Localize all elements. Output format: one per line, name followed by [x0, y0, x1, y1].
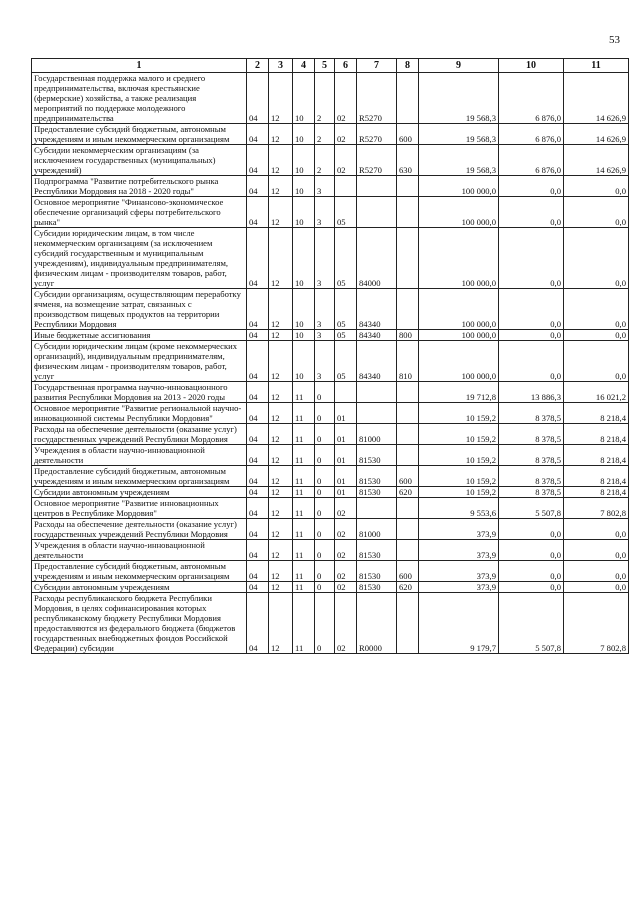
table-row: [32, 466, 629, 487]
row-name-cell: Государственная программа научно-инновационного развития Республики Мордовия на 2013 - 2020 годы: [32, 382, 247, 403]
amount-col10-cell: 8 378,5: [499, 487, 564, 498]
table-row: [32, 382, 629, 403]
section-code-cell: 04: [247, 197, 269, 228]
table-row: [32, 561, 629, 582]
subprogram-code-cell: 2: [315, 124, 335, 145]
amount-col9-cell: 100 000,0: [419, 341, 499, 382]
amount-col11-cell: 0,0: [564, 561, 629, 582]
amount-col11-cell: 14 626,9: [564, 73, 629, 124]
subprogram-code-cell: 0: [315, 540, 335, 561]
row-name-cell: Предоставление субсидий бюджетным, автономным учреждениям и иным некоммерческим организациям: [32, 466, 247, 487]
program-code-cell: 10: [293, 145, 315, 176]
program-code-cell: 10: [293, 330, 315, 341]
subprogram-code-cell: 0: [315, 466, 335, 487]
column-header: 1: [32, 59, 247, 73]
section-code-cell: 04: [247, 466, 269, 487]
amount-col9-cell: 100 000,0: [419, 197, 499, 228]
amount-col9-cell: 9 179,7: [419, 593, 499, 654]
direction-code-cell: 81530: [357, 445, 397, 466]
subsection-code-cell: 12: [269, 540, 293, 561]
amount-col10-cell: 8 378,5: [499, 403, 564, 424]
expense-type-code-cell: [397, 540, 419, 561]
amount-col9-cell: 19 568,3: [419, 73, 499, 124]
amount-col9-cell: 100 000,0: [419, 289, 499, 330]
section-code-cell: 04: [247, 424, 269, 445]
row-name-cell: Основное мероприятие "Развитие инновационных центров в Республике Мордовия": [32, 498, 247, 519]
table-row: [32, 445, 629, 466]
amount-col11-cell: 8 218,4: [564, 403, 629, 424]
amount-col9-cell: 19 568,3: [419, 124, 499, 145]
program-code-cell: 10: [293, 176, 315, 197]
subprogram-code-cell: 3: [315, 176, 335, 197]
row-name-cell: Субсидии организациям, осуществляющим переработку ячменя, на возмещение затрат, связанных с производством пищевых продуктов на территории Республики Мордовия: [32, 289, 247, 330]
section-code-cell: 04: [247, 330, 269, 341]
amount-col11-cell: 7 802,8: [564, 593, 629, 654]
subsection-code-cell: 12: [269, 487, 293, 498]
expense-type-code-cell: [397, 228, 419, 289]
amount-col9-cell: 100 000,0: [419, 176, 499, 197]
amount-col9-cell: 10 159,2: [419, 466, 499, 487]
subsection-code-cell: 12: [269, 73, 293, 124]
program-code-cell: 11: [293, 593, 315, 654]
subprogram-code-cell: 2: [315, 145, 335, 176]
section-code-cell: 04: [247, 73, 269, 124]
row-name-cell: Государственная поддержка малого и среднего предпринимательства, включая крестьянские (фермерские) хозяйства, а также реализация мероприятий по поддержке молодежного предпринимательства: [32, 73, 247, 124]
section-code-cell: 04: [247, 445, 269, 466]
subsection-code-cell: 12: [269, 124, 293, 145]
activity-code-cell: 02: [335, 124, 357, 145]
subprogram-code-cell: 0: [315, 424, 335, 445]
expense-type-code-cell: [397, 176, 419, 197]
subsection-code-cell: 12: [269, 289, 293, 330]
subsection-code-cell: 12: [269, 176, 293, 197]
row-name-cell: Субсидии юридическим лицам, в том числе некоммерческим организациям (за исключением субсидий государственным и муниципальным учреждениям), индивидуальным предпринимателям, физическим лицам - производителям товаров, работ, услуг: [32, 228, 247, 289]
activity-code-cell: [335, 382, 357, 403]
table-row: [32, 498, 629, 519]
table-row: [32, 73, 629, 124]
subprogram-code-cell: 0: [315, 519, 335, 540]
subsection-code-cell: 12: [269, 561, 293, 582]
table-row: [32, 403, 629, 424]
amount-col9-cell: 10 159,2: [419, 445, 499, 466]
page-number: 53: [609, 34, 620, 46]
program-code-cell: 11: [293, 519, 315, 540]
amount-col11-cell: 0,0: [564, 289, 629, 330]
subprogram-code-cell: 2: [315, 73, 335, 124]
direction-code-cell: [357, 403, 397, 424]
expense-type-code-cell: 600: [397, 561, 419, 582]
program-code-cell: 10: [293, 341, 315, 382]
program-code-cell: 11: [293, 498, 315, 519]
section-code-cell: 04: [247, 540, 269, 561]
amount-col9-cell: 373,9: [419, 582, 499, 593]
amount-col11-cell: 0,0: [564, 330, 629, 341]
program-code-cell: 11: [293, 582, 315, 593]
amount-col10-cell: 5 507,8: [499, 593, 564, 654]
amount-col10-cell: 0,0: [499, 540, 564, 561]
activity-code-cell: 02: [335, 498, 357, 519]
amount-col9-cell: 100 000,0: [419, 330, 499, 341]
amount-col10-cell: 8 378,5: [499, 424, 564, 445]
table-row: [32, 330, 629, 341]
subprogram-code-cell: 3: [315, 330, 335, 341]
amount-col10-cell: 0,0: [499, 341, 564, 382]
expense-type-code-cell: 620: [397, 582, 419, 593]
direction-code-cell: 84340: [357, 330, 397, 341]
amount-col10-cell: 0,0: [499, 330, 564, 341]
amount-col10-cell: 0,0: [499, 289, 564, 330]
table-row: [32, 124, 629, 145]
subsection-code-cell: 12: [269, 582, 293, 593]
column-header: 2: [247, 59, 269, 73]
expense-type-code-cell: [397, 424, 419, 445]
subsection-code-cell: 12: [269, 498, 293, 519]
expense-type-code-cell: [397, 197, 419, 228]
table-row: [32, 341, 629, 382]
program-code-cell: 11: [293, 487, 315, 498]
amount-col10-cell: 6 876,0: [499, 124, 564, 145]
column-header: 6: [335, 59, 357, 73]
expense-type-code-cell: 620: [397, 487, 419, 498]
row-name-cell: Расходы республиканского бюджета Республики Мордовия, в целях софинансирования которых республиканскому бюджету Республики Мордовия предоставляются из федерального бюджета (бюджетов государственных внебюджетных фондов Российской Федерации) субсидии: [32, 593, 247, 654]
activity-code-cell: 01: [335, 445, 357, 466]
expense-type-code-cell: [397, 445, 419, 466]
section-code-cell: 04: [247, 228, 269, 289]
header-row: [32, 59, 629, 73]
subsection-code-cell: 12: [269, 403, 293, 424]
row-name-cell: Субсидии автономным учреждениям: [32, 487, 247, 498]
subsection-code-cell: 12: [269, 519, 293, 540]
amount-col10-cell: 8 378,5: [499, 466, 564, 487]
direction-code-cell: 81000: [357, 519, 397, 540]
section-code-cell: 04: [247, 593, 269, 654]
program-code-cell: 11: [293, 403, 315, 424]
expense-type-code-cell: 810: [397, 341, 419, 382]
program-code-cell: 11: [293, 466, 315, 487]
row-name-cell: Субсидии автономным учреждениям: [32, 582, 247, 593]
amount-col11-cell: 0,0: [564, 176, 629, 197]
row-name-cell: Учреждения в области научно-инновационной деятельности: [32, 540, 247, 561]
subprogram-code-cell: 3: [315, 341, 335, 382]
section-code-cell: 04: [247, 519, 269, 540]
subprogram-code-cell: 0: [315, 561, 335, 582]
amount-col9-cell: 10 159,2: [419, 487, 499, 498]
row-name-cell: Учреждения в области научно-инновационной деятельности: [32, 445, 247, 466]
activity-code-cell: 05: [335, 228, 357, 289]
direction-code-cell: 81530: [357, 582, 397, 593]
row-name-cell: Иные бюджетные ассигнования: [32, 330, 247, 341]
section-code-cell: 04: [247, 582, 269, 593]
table-row: [32, 228, 629, 289]
section-code-cell: 04: [247, 341, 269, 382]
subsection-code-cell: 12: [269, 424, 293, 445]
amount-col9-cell: 9 553,6: [419, 498, 499, 519]
direction-code-cell: 81530: [357, 487, 397, 498]
column-header: 7: [357, 59, 397, 73]
expense-type-code-cell: 600: [397, 466, 419, 487]
table-row: [32, 582, 629, 593]
section-code-cell: 04: [247, 124, 269, 145]
expense-type-code-cell: [397, 289, 419, 330]
activity-code-cell: 05: [335, 330, 357, 341]
subprogram-code-cell: 0: [315, 593, 335, 654]
section-code-cell: 04: [247, 145, 269, 176]
row-name-cell: Расходы на обеспечение деятельности (оказание услуг) государственных учреждений Республики Мордовия: [32, 519, 247, 540]
program-code-cell: 10: [293, 289, 315, 330]
column-header: 9: [419, 59, 499, 73]
amount-col9-cell: 10 159,2: [419, 424, 499, 445]
amount-col11-cell: 0,0: [564, 341, 629, 382]
program-code-cell: 11: [293, 561, 315, 582]
row-name-cell: Основное мероприятие "Финансово-экономическое обеспечение организаций сферы потребительского рынка": [32, 197, 247, 228]
amount-col10-cell: 0,0: [499, 228, 564, 289]
table-row: [32, 145, 629, 176]
section-code-cell: 04: [247, 561, 269, 582]
direction-code-cell: 84000: [357, 228, 397, 289]
amount-col9-cell: 19 712,8: [419, 382, 499, 403]
column-header: 8: [397, 59, 419, 73]
section-code-cell: 04: [247, 289, 269, 330]
table-row: [32, 176, 629, 197]
amount-col10-cell: 13 886,3: [499, 382, 564, 403]
direction-code-cell: R5270: [357, 73, 397, 124]
table-row: [32, 519, 629, 540]
column-header: 4: [293, 59, 315, 73]
amount-col11-cell: 0,0: [564, 540, 629, 561]
row-name-cell: Основное мероприятие "Развитие региональной научно-инновационной системы Республики Мордовия": [32, 403, 247, 424]
budget-table: [31, 58, 629, 654]
subprogram-code-cell: 3: [315, 228, 335, 289]
subsection-code-cell: 12: [269, 466, 293, 487]
row-name-cell: Расходы на обеспечение деятельности (оказание услуг) государственных учреждений Республики Мордовия: [32, 424, 247, 445]
program-code-cell: 11: [293, 540, 315, 561]
activity-code-cell: 01: [335, 487, 357, 498]
direction-code-cell: R5270: [357, 124, 397, 145]
section-code-cell: 04: [247, 403, 269, 424]
amount-col11-cell: 16 021,2: [564, 382, 629, 403]
subsection-code-cell: 12: [269, 228, 293, 289]
amount-col10-cell: 6 876,0: [499, 73, 564, 124]
activity-code-cell: 05: [335, 197, 357, 228]
subprogram-code-cell: 0: [315, 382, 335, 403]
direction-code-cell: 84340: [357, 289, 397, 330]
expense-type-code-cell: [397, 73, 419, 124]
expense-type-code-cell: [397, 593, 419, 654]
table-row: [32, 540, 629, 561]
row-name-cell: Субсидии некоммерческим организациям (за исключением государственных (муниципальных) учреждений): [32, 145, 247, 176]
subsection-code-cell: 12: [269, 593, 293, 654]
activity-code-cell: 01: [335, 466, 357, 487]
amount-col11-cell: 8 218,4: [564, 487, 629, 498]
table-row: [32, 593, 629, 654]
activity-code-cell: [335, 176, 357, 197]
amount-col11-cell: 8 218,4: [564, 466, 629, 487]
section-code-cell: 04: [247, 498, 269, 519]
amount-col10-cell: 0,0: [499, 519, 564, 540]
subprogram-code-cell: 0: [315, 403, 335, 424]
activity-code-cell: 02: [335, 561, 357, 582]
activity-code-cell: 02: [335, 519, 357, 540]
subsection-code-cell: 12: [269, 145, 293, 176]
program-code-cell: 10: [293, 197, 315, 228]
program-code-cell: 11: [293, 424, 315, 445]
amount-col11-cell: 8 218,4: [564, 445, 629, 466]
subprogram-code-cell: 0: [315, 582, 335, 593]
expense-type-code-cell: [397, 382, 419, 403]
column-header: 3: [269, 59, 293, 73]
amount-col11-cell: 14 626,9: [564, 124, 629, 145]
subprogram-code-cell: 3: [315, 289, 335, 330]
section-code-cell: 04: [247, 176, 269, 197]
direction-code-cell: 81530: [357, 466, 397, 487]
expense-type-code-cell: [397, 519, 419, 540]
amount-col11-cell: 0,0: [564, 519, 629, 540]
amount-col9-cell: 373,9: [419, 561, 499, 582]
expense-type-code-cell: [397, 498, 419, 519]
subsection-code-cell: 12: [269, 382, 293, 403]
subsection-code-cell: 12: [269, 341, 293, 382]
column-header: 10: [499, 59, 564, 73]
expense-type-code-cell: 800: [397, 330, 419, 341]
program-code-cell: 11: [293, 382, 315, 403]
amount-col9-cell: 19 568,3: [419, 145, 499, 176]
activity-code-cell: 01: [335, 424, 357, 445]
subsection-code-cell: 12: [269, 197, 293, 228]
amount-col10-cell: 0,0: [499, 197, 564, 228]
activity-code-cell: 01: [335, 403, 357, 424]
amount-col11-cell: 14 626,9: [564, 145, 629, 176]
direction-code-cell: [357, 498, 397, 519]
row-name-cell: Подпрограмма "Развитие потребительского рынка Республики Мордовия на 2018 - 2020 годы": [32, 176, 247, 197]
amount-col9-cell: 373,9: [419, 540, 499, 561]
program-code-cell: 10: [293, 124, 315, 145]
subprogram-code-cell: 0: [315, 498, 335, 519]
activity-code-cell: 02: [335, 582, 357, 593]
amount-col11-cell: 0,0: [564, 197, 629, 228]
activity-code-cell: 02: [335, 145, 357, 176]
program-code-cell: 10: [293, 228, 315, 289]
row-name-cell: Предоставление субсидий бюджетным, автономным учреждениям и иным некоммерческим организациям: [32, 561, 247, 582]
subprogram-code-cell: 0: [315, 487, 335, 498]
activity-code-cell: 02: [335, 73, 357, 124]
amount-col11-cell: 7 802,8: [564, 498, 629, 519]
direction-code-cell: 81530: [357, 561, 397, 582]
amount-col11-cell: 8 218,4: [564, 424, 629, 445]
direction-code-cell: 84340: [357, 341, 397, 382]
table-row: [32, 197, 629, 228]
amount-col10-cell: 6 876,0: [499, 145, 564, 176]
section-code-cell: 04: [247, 382, 269, 403]
amount-col9-cell: 10 159,2: [419, 403, 499, 424]
direction-code-cell: [357, 197, 397, 228]
amount-col10-cell: 0,0: [499, 561, 564, 582]
table-body: [32, 73, 629, 654]
direction-code-cell: R5270: [357, 145, 397, 176]
amount-col11-cell: 0,0: [564, 228, 629, 289]
subprogram-code-cell: 3: [315, 197, 335, 228]
activity-code-cell: 02: [335, 593, 357, 654]
direction-code-cell: [357, 382, 397, 403]
amount-col10-cell: 5 507,8: [499, 498, 564, 519]
activity-code-cell: 05: [335, 341, 357, 382]
program-code-cell: 10: [293, 73, 315, 124]
direction-code-cell: 81530: [357, 540, 397, 561]
table-row: [32, 289, 629, 330]
subprogram-code-cell: 0: [315, 445, 335, 466]
direction-code-cell: [357, 176, 397, 197]
direction-code-cell: R0000: [357, 593, 397, 654]
amount-col9-cell: 100 000,0: [419, 228, 499, 289]
row-name-cell: Предоставление субсидий бюджетным, автономным учреждениям и иным некоммерческим организациям: [32, 124, 247, 145]
amount-col10-cell: 0,0: [499, 176, 564, 197]
section-code-cell: 04: [247, 487, 269, 498]
direction-code-cell: 81000: [357, 424, 397, 445]
column-header: 11: [564, 59, 629, 73]
amount-col10-cell: 0,0: [499, 582, 564, 593]
activity-code-cell: 02: [335, 540, 357, 561]
amount-col9-cell: 373,9: [419, 519, 499, 540]
table-row: [32, 424, 629, 445]
subsection-code-cell: 12: [269, 330, 293, 341]
table-row: [32, 487, 629, 498]
amount-col11-cell: 0,0: [564, 582, 629, 593]
program-code-cell: 11: [293, 445, 315, 466]
row-name-cell: Субсидии юридическим лицам (кроме некоммерческих организаций), индивидуальным предпринимателям, физическим лицам - производителям товаров, работ, услуг: [32, 341, 247, 382]
activity-code-cell: 05: [335, 289, 357, 330]
expense-type-code-cell: 630: [397, 145, 419, 176]
expense-type-code-cell: [397, 403, 419, 424]
amount-col10-cell: 8 378,5: [499, 445, 564, 466]
subsection-code-cell: 12: [269, 445, 293, 466]
expense-type-code-cell: 600: [397, 124, 419, 145]
column-header: 5: [315, 59, 335, 73]
